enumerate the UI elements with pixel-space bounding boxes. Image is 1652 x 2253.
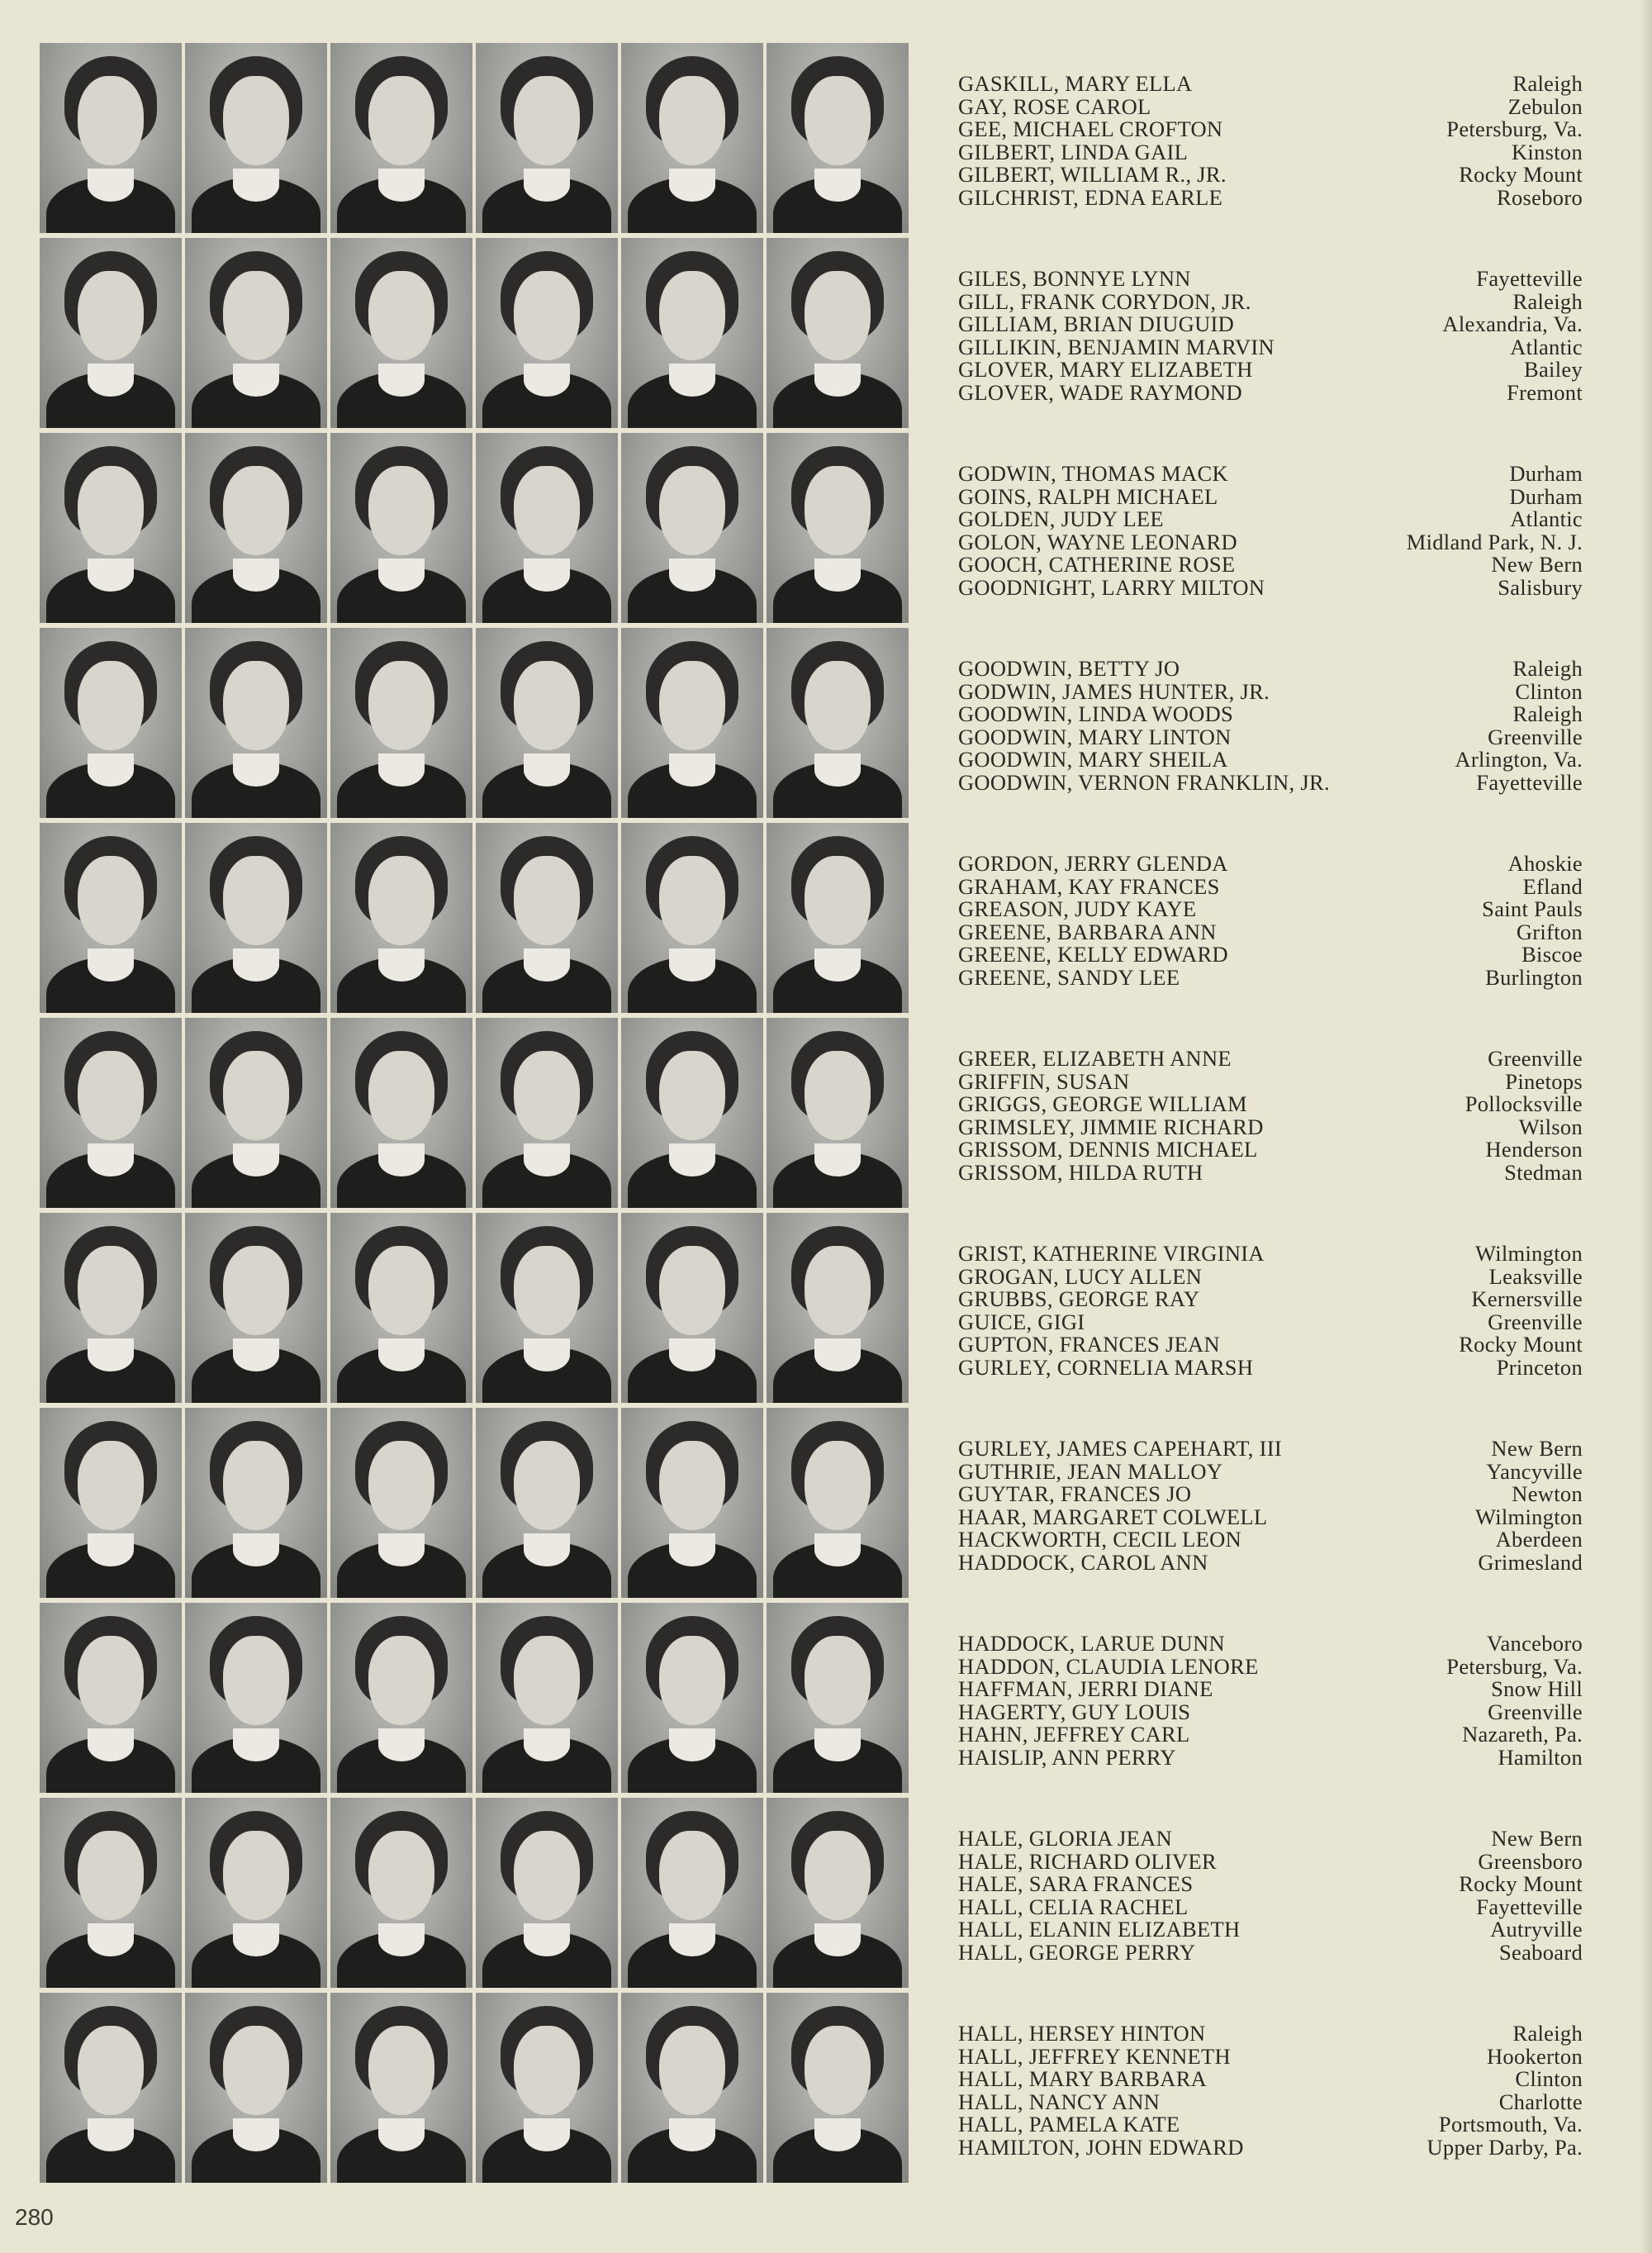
- student-entry: [958, 141, 1583, 164]
- student-name: GILL, FRANK CORYDON, JR.: [958, 288, 1251, 314]
- student-name: GLOVER, MARY ELIZABETH: [958, 357, 1253, 383]
- hometown: Roseboro: [1497, 184, 1583, 210]
- entry-block: [958, 73, 1583, 213]
- student-entry: [958, 73, 1583, 96]
- hometown: Grifton: [1516, 919, 1583, 944]
- portrait-photo: [330, 1018, 472, 1208]
- entry-block: [958, 2022, 1583, 2163]
- portrait-photo: [621, 1408, 763, 1598]
- portrait-photo: [621, 43, 763, 233]
- hometown: Efland: [1522, 873, 1583, 899]
- portrait-photo: [767, 238, 909, 428]
- entry-block: [958, 268, 1583, 408]
- hometown: Saint Pauls: [1482, 896, 1583, 922]
- portrait-photo: [476, 1993, 618, 2183]
- hometown: New Bern: [1491, 1826, 1583, 1851]
- portrait-photo: [476, 1798, 618, 1988]
- student-name: GODWIN, THOMAS MACK: [958, 461, 1228, 486]
- hometown: New Bern: [1491, 552, 1583, 578]
- portrait-row: [40, 1408, 909, 1599]
- student-name: GOLDEN, JUDY LEE: [958, 506, 1164, 532]
- student-name: GUPTON, FRANCES JEAN: [958, 1332, 1220, 1357]
- portrait-photo: [185, 1018, 327, 1208]
- student-name: GOINS, RALPH MICHAEL: [958, 483, 1218, 509]
- portrait-photo: [621, 628, 763, 818]
- student-entry: [958, 1483, 1583, 1506]
- student-entry: [958, 268, 1583, 291]
- student-entry: [958, 574, 1583, 600]
- hometown: Wilmington: [1474, 1241, 1583, 1266]
- student-entry: [958, 554, 1583, 577]
- student-name: GRIST, KATHERINE VIRGINIA: [958, 1241, 1265, 1266]
- student-name: GREENE, BARBARA ANN: [958, 919, 1217, 944]
- student-name: GOODNIGHT, LARRY MILTON: [958, 574, 1265, 600]
- student-name: GILBERT, WILLIAM R., JR.: [958, 162, 1227, 188]
- portrait-photo: [40, 43, 182, 233]
- student-entry: [958, 703, 1583, 726]
- student-entry: [958, 1528, 1583, 1552]
- student-entry: [958, 2091, 1583, 2114]
- student-entry: [958, 93, 1583, 119]
- portrait-photo: [330, 1993, 472, 2183]
- portrait-photo: [40, 1993, 182, 2183]
- hometown: Upper Darby, Pa.: [1427, 2134, 1583, 2160]
- portrait-photo: [621, 1213, 763, 1403]
- hometown: Bailey: [1524, 357, 1583, 383]
- student-name: GOODWIN, BETTY JO: [958, 656, 1180, 681]
- student-name: GROGAN, LUCY ALLEN: [958, 1263, 1203, 1289]
- portrait-photo: [40, 823, 182, 1013]
- portrait-photo: [621, 1018, 763, 1208]
- student-name: GAY, ROSE CAROL: [958, 93, 1151, 119]
- student-entry: [958, 1333, 1583, 1357]
- portrait-photo: [40, 238, 182, 428]
- student-name: GUTHRIE, JEAN MALLOY: [958, 1458, 1223, 1484]
- student-name: GUYTAR, FRANCES JO: [958, 1481, 1192, 1507]
- student-name: HALL, NANCY ANN: [958, 2089, 1161, 2114]
- hometown: Pinetops: [1505, 1068, 1583, 1094]
- student-name: GOODWIN, VERNON FRANKLIN, JR.: [958, 769, 1330, 795]
- portrait-photo: [767, 1408, 909, 1598]
- entry-block: [958, 1633, 1583, 1773]
- hometown: Stedman: [1504, 1159, 1583, 1185]
- hometown: Clinton: [1515, 2066, 1583, 2092]
- entry-block: [958, 1438, 1583, 1578]
- hometown: Raleigh: [1512, 656, 1583, 681]
- portrait-photo: [476, 1603, 618, 1793]
- student-entry: [958, 2022, 1583, 2046]
- portrait-photo: [185, 1213, 327, 1403]
- entry-block: [958, 853, 1583, 993]
- portrait-row: [40, 433, 909, 625]
- hometown: Pollocksville: [1464, 1091, 1583, 1117]
- student-name: GRIFFIN, SUSAN: [958, 1068, 1130, 1094]
- student-entry: [958, 1678, 1583, 1701]
- student-entry: [958, 1506, 1583, 1529]
- student-name: GRIGGS, GEORGE WILLIAM: [958, 1091, 1247, 1117]
- hometown: Wilson: [1518, 1114, 1583, 1139]
- hometown: Petersburg, Va.: [1446, 116, 1583, 142]
- portrait-photo: [621, 433, 763, 623]
- student-name: HALL, PAMELA KATE: [958, 2112, 1180, 2137]
- portrait-photo: [330, 43, 472, 233]
- hometown: Fayetteville: [1476, 266, 1583, 291]
- portrait-photo: [185, 1603, 327, 1793]
- student-entry: [958, 1138, 1583, 1162]
- portrait-photo: [621, 1603, 763, 1793]
- student-entry: [958, 658, 1583, 681]
- student-entry: [958, 1873, 1583, 1896]
- hometown: Fremont: [1507, 379, 1583, 405]
- portrait-row: [40, 628, 909, 820]
- student-name: HALL, CELIA RACHEL: [958, 1894, 1189, 1919]
- student-entry: [958, 1093, 1583, 1116]
- portrait-photo: [476, 1213, 618, 1403]
- hometown: Raleigh: [1512, 288, 1583, 314]
- hometown: Salisbury: [1498, 574, 1583, 600]
- student-entry: [958, 463, 1583, 486]
- student-entry: [958, 336, 1583, 359]
- student-entry: [958, 2134, 1583, 2160]
- student-entry: [958, 769, 1583, 795]
- page-number: 280: [15, 2204, 54, 2230]
- student-name: HADDON, CLAUDIA LENORE: [958, 1653, 1259, 1679]
- student-name: HALL, GEORGE PERRY: [958, 1939, 1196, 1965]
- student-name: HALE, GLORIA JEAN: [958, 1826, 1173, 1851]
- student-name: GREER, ELIZABETH ANNE: [958, 1046, 1232, 1071]
- portrait-photo: [330, 1798, 472, 1988]
- hometown: Rocky Mount: [1459, 1871, 1583, 1897]
- student-name: HALL, ELANIN ELIZABETH: [958, 1917, 1241, 1942]
- hometown: Durham: [1509, 461, 1583, 486]
- student-name: HALE, SARA FRANCES: [958, 1871, 1194, 1897]
- student-entry: [958, 1918, 1583, 1942]
- student-entry: [958, 1311, 1583, 1334]
- student-entry: [958, 508, 1583, 531]
- hometown: Kernersville: [1471, 1286, 1583, 1312]
- student-name: GRAHAM, KAY FRANCES: [958, 873, 1220, 899]
- student-name: GOODWIN, MARY LINTON: [958, 724, 1232, 749]
- portrait-row: [40, 1603, 909, 1794]
- student-name: GOODWIN, MARY SHEILA: [958, 747, 1228, 772]
- portrait-photo: [40, 1798, 182, 1988]
- hometown: Leaksville: [1488, 1263, 1583, 1289]
- hometown: Princeton: [1496, 1354, 1583, 1380]
- hometown: Arlington, Va.: [1455, 747, 1583, 772]
- hometown: Atlantic: [1510, 506, 1583, 532]
- student-name: HAISLIP, ANN PERRY: [958, 1744, 1176, 1770]
- student-entry: [958, 1848, 1583, 1874]
- student-entry: [958, 1828, 1583, 1851]
- student-name: HALL, MARY BARBARA: [958, 2066, 1208, 2092]
- portrait-photo: [330, 433, 472, 623]
- hometown: Greenville: [1488, 1309, 1583, 1334]
- hometown: Grimesland: [1478, 1549, 1583, 1575]
- student-name: HADDOCK, CAROL ANN: [958, 1549, 1208, 1575]
- hometown: Midland Park, N. J.: [1406, 529, 1583, 554]
- portrait-photo: [767, 433, 909, 623]
- student-name: GASKILL, MARY ELLA: [958, 71, 1193, 96]
- hometown: Clinton: [1515, 678, 1583, 704]
- student-entry: [958, 1458, 1583, 1484]
- student-entry: [958, 1549, 1583, 1575]
- portrait-photo: [767, 1798, 909, 1988]
- entry-block: [958, 1048, 1583, 1188]
- hometown: Autryville: [1490, 1917, 1583, 1942]
- student-entry: [958, 1633, 1583, 1656]
- student-entry: [958, 964, 1583, 990]
- student-name: GLOVER, WADE RAYMOND: [958, 379, 1242, 405]
- student-name: GILLIAM, BRIAN DIUGUID: [958, 311, 1235, 337]
- portrait-row: [40, 1993, 909, 2184]
- student-name: GEE, MICHAEL CROFTON: [958, 116, 1223, 142]
- student-name: HAGERTY, GUY LOUIS: [958, 1699, 1191, 1724]
- portrait-photo: [330, 1213, 472, 1403]
- portrait-photo: [330, 823, 472, 1013]
- student-entry: [958, 749, 1583, 772]
- student-entry: [958, 2113, 1583, 2137]
- portrait-photo: [185, 628, 327, 818]
- student-entry: [958, 1116, 1583, 1139]
- hometown: Kinston: [1511, 139, 1583, 164]
- student-name: HAHN, JEFFREY CARL: [958, 1722, 1190, 1747]
- student-entry: [958, 359, 1583, 382]
- hometown: Biscoe: [1521, 942, 1583, 967]
- student-entry: [958, 921, 1583, 944]
- student-entry: [958, 1288, 1583, 1311]
- student-entry: [958, 1744, 1583, 1770]
- hometown: Burlington: [1485, 964, 1583, 990]
- hometown: Rocky Mount: [1459, 1332, 1583, 1357]
- student-entry: [958, 1653, 1583, 1679]
- student-entry: [958, 118, 1583, 141]
- hometown: Aberdeen: [1495, 1527, 1583, 1552]
- portrait-row: [40, 238, 909, 430]
- portrait-photo: [330, 1408, 472, 1598]
- student-name: GODWIN, JAMES HUNTER, JR.: [958, 678, 1270, 704]
- student-entry: [958, 483, 1583, 509]
- portrait-photo: [621, 1993, 763, 2183]
- student-entry: [958, 184, 1583, 210]
- portrait-photo: [767, 823, 909, 1013]
- hometown: Fayetteville: [1476, 1894, 1583, 1919]
- student-entry: [958, 379, 1583, 405]
- student-name: GURLEY, JAMES CAPEHART, III: [958, 1436, 1283, 1461]
- hometown: Rocky Mount: [1459, 162, 1583, 188]
- student-entry: [958, 1243, 1583, 1266]
- portrait-photo: [767, 1603, 909, 1793]
- student-name: GURLEY, CORNELIA MARSH: [958, 1354, 1254, 1380]
- portrait-photo: [476, 628, 618, 818]
- hometown: Newton: [1512, 1481, 1583, 1507]
- student-name: GOLON, WAYNE LEONARD: [958, 529, 1237, 554]
- student-name: GILCHRIST, EDNA EARLE: [958, 184, 1223, 210]
- portrait-photo: [330, 238, 472, 428]
- portrait-photo: [767, 1993, 909, 2183]
- student-name: GRISSOM, HILDA RUTH: [958, 1159, 1203, 1185]
- portrait-photo: [476, 433, 618, 623]
- hometown: Petersburg, Va.: [1446, 1653, 1583, 1679]
- student-name: GREENE, KELLY EDWARD: [958, 942, 1228, 967]
- page-edge-shadow: [1640, 0, 1652, 2253]
- student-name: HALE, RICHARD OLIVER: [958, 1848, 1217, 1874]
- entry-block: [958, 658, 1583, 798]
- portrait-row: [40, 43, 909, 235]
- portrait-photo: [185, 433, 327, 623]
- portrait-photo: [621, 1798, 763, 1988]
- portrait-photo: [185, 238, 327, 428]
- student-name: HAMILTON, JOHN EDWARD: [958, 2134, 1244, 2160]
- portrait-photo: [767, 1213, 909, 1403]
- student-name: GILLIKIN, BENJAMIN MARVIN: [958, 334, 1275, 359]
- portrait-photo: [40, 628, 182, 818]
- hometown: Nazareth, Pa.: [1462, 1722, 1583, 1747]
- portrait-photo: [476, 1408, 618, 1598]
- student-entry: [958, 1939, 1583, 1965]
- student-entry: [958, 164, 1583, 187]
- portrait-photo: [330, 628, 472, 818]
- student-entry: [958, 678, 1583, 704]
- student-name: GUICE, GIGI: [958, 1309, 1085, 1334]
- student-name: HALL, HERSEY HINTON: [958, 2021, 1206, 2046]
- hometown: Greensboro: [1478, 1848, 1583, 1874]
- student-name: GORDON, JERRY GLENDA: [958, 851, 1228, 876]
- hometown: Raleigh: [1512, 701, 1583, 727]
- portrait-photo: [621, 238, 763, 428]
- hometown: Alexandria, Va.: [1442, 311, 1583, 337]
- portrait-photo: [621, 823, 763, 1013]
- hometown: Charlotte: [1498, 2089, 1583, 2114]
- portrait-photo: [476, 823, 618, 1013]
- hometown: Raleigh: [1512, 71, 1583, 96]
- student-entry: [958, 1723, 1583, 1747]
- student-name: HACKWORTH, CECIL LEON: [958, 1527, 1242, 1552]
- hometown: Henderson: [1485, 1137, 1583, 1162]
- hometown: Atlantic: [1510, 334, 1583, 359]
- entry-block: [958, 463, 1583, 603]
- portrait-photo: [185, 1993, 327, 2183]
- student-entry: [958, 944, 1583, 967]
- student-entry: [958, 726, 1583, 749]
- hometown: Fayetteville: [1476, 769, 1583, 795]
- student-entry: [958, 1048, 1583, 1071]
- portrait-photo: [476, 1018, 618, 1208]
- hometown: Snow Hill: [1491, 1676, 1583, 1702]
- student-name: GOOCH, CATHERINE ROSE: [958, 552, 1236, 578]
- student-name: GRISSOM, DENNIS MICHAEL: [958, 1137, 1258, 1162]
- entry-block: [958, 1828, 1583, 1968]
- hometown: Seaboard: [1499, 1939, 1583, 1965]
- student-entry: [958, 288, 1583, 314]
- student-name: GILBERT, LINDA GAIL: [958, 139, 1189, 164]
- portrait-photo: [476, 43, 618, 233]
- portrait-photo: [767, 628, 909, 818]
- hometown: Hookerton: [1486, 2043, 1583, 2069]
- portrait-row: [40, 1213, 909, 1405]
- hometown: New Bern: [1491, 1436, 1583, 1461]
- student-name: GREENE, SANDY LEE: [958, 964, 1180, 990]
- student-name: GRIMSLEY, JIMMIE RICHARD: [958, 1114, 1264, 1139]
- hometown: Zebulon: [1507, 93, 1583, 119]
- hometown: Hamilton: [1498, 1744, 1583, 1770]
- student-entry: [958, 853, 1583, 876]
- student-entry: [958, 873, 1583, 899]
- student-name: HAFFMAN, JERRI DIANE: [958, 1676, 1213, 1702]
- portrait-photo: [185, 43, 327, 233]
- hometown: Portsmouth, Va.: [1438, 2112, 1583, 2137]
- student-name: GOODWIN, LINDA WOODS: [958, 701, 1234, 727]
- portrait-row: [40, 823, 909, 1015]
- student-entry: [958, 1438, 1583, 1461]
- portrait-photo: [185, 1798, 327, 1988]
- portrait-photo: [330, 1603, 472, 1793]
- hometown: Greenville: [1488, 724, 1583, 749]
- portrait-photo: [767, 43, 909, 233]
- portrait-photo: [185, 823, 327, 1013]
- hometown: Raleigh: [1512, 2021, 1583, 2046]
- student-name: HAAR, MARGARET COLWELL: [958, 1504, 1268, 1529]
- hometown: Vanceboro: [1486, 1631, 1583, 1656]
- student-entry: [958, 1159, 1583, 1185]
- portrait-photo: [40, 1213, 182, 1403]
- student-entry: [958, 2043, 1583, 2069]
- student-entry: [958, 1896, 1583, 1919]
- student-name: GREASON, JUDY KAYE: [958, 896, 1197, 922]
- entry-block: [958, 1243, 1583, 1383]
- student-entry: [958, 2068, 1583, 2091]
- hometown: Ahoskie: [1507, 851, 1583, 876]
- portrait-photo: [476, 238, 618, 428]
- student-entry: [958, 898, 1583, 921]
- hometown: Greenville: [1488, 1699, 1583, 1724]
- student-name: HADDOCK, LARUE DUNN: [958, 1631, 1225, 1656]
- portrait-photo: [40, 1018, 182, 1208]
- student-entry: [958, 1354, 1583, 1380]
- hometown: Greenville: [1488, 1046, 1583, 1071]
- portrait-photo: [767, 1018, 909, 1208]
- student-entry: [958, 313, 1583, 336]
- portrait-photo: [40, 433, 182, 623]
- student-entry: [958, 1068, 1583, 1094]
- portrait-photo: [40, 1603, 182, 1793]
- portrait-row: [40, 1018, 909, 1210]
- student-entry: [958, 531, 1583, 554]
- student-name: GRUBBS, GEORGE RAY: [958, 1286, 1200, 1312]
- student-name: GILES, BONNYE LYNN: [958, 266, 1191, 291]
- hometown: Wilmington: [1474, 1504, 1583, 1529]
- student-entry: [958, 1701, 1583, 1724]
- student-entry: [958, 1263, 1583, 1289]
- portrait-row: [40, 1798, 909, 1989]
- hometown: Durham: [1509, 483, 1583, 509]
- hometown: Yancyville: [1486, 1458, 1583, 1484]
- student-name: HALL, JEFFREY KENNETH: [958, 2043, 1231, 2069]
- portrait-photo: [40, 1408, 182, 1598]
- portrait-photo: [185, 1408, 327, 1598]
